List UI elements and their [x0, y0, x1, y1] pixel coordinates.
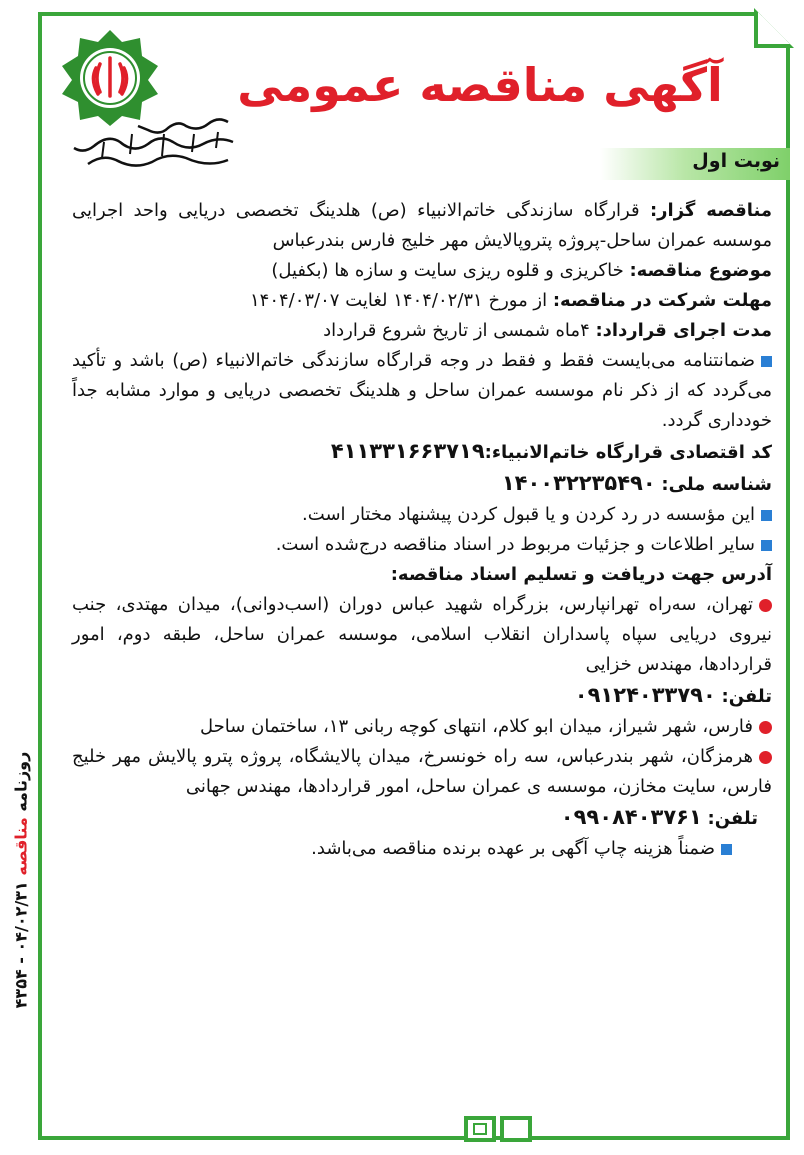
- phone-1-value: ۰۹۱۲۴۰۳۳۷۹۰: [574, 683, 716, 707]
- paper-prefix: روزنامه: [11, 751, 31, 812]
- tenderer-value: قرارگاه سازندگی خاتم‌الانبیاء (ص) هلدینگ تخصصی دریایی واحد اجرایی موسسه عمران ساحل-پروژه پتروپالایش مهر خلیج فارس بندرعباس: [72, 200, 772, 251]
- phone-2-label: تلفن:: [707, 808, 758, 829]
- blue-square-bullet-icon: [761, 510, 772, 521]
- newspaper-sidebar: [6, 700, 36, 1060]
- phone-2-value: ۰۹۹۰۸۴۰۳۷۶۱: [560, 805, 702, 829]
- economic-code-paragraph: [72, 436, 772, 468]
- red-dot-bullet-icon: [759, 599, 772, 612]
- tenderer-label: مناقصه گزار:: [649, 200, 772, 221]
- page-fold-corner: [754, 8, 794, 48]
- address-heading: آدرس جهت دریافت و تسلیم اسناد مناقصه:: [390, 564, 772, 585]
- blue-square-bullet-icon: [761, 540, 772, 551]
- national-id-paragraph: [72, 468, 772, 500]
- note-info: سایر اطلاعات و جزئیات مربوط در اسناد مناقصه درج‌شده است.: [275, 534, 755, 555]
- address-tehran-paragraph: [72, 590, 772, 680]
- newspaper-sidebar-text: [12, 752, 31, 1009]
- subject-paragraph: [72, 256, 772, 286]
- issue-info: ۰۴/۰۲/۳۱ - ۴۳۵۴: [11, 881, 31, 1009]
- note-reject-paragraph: [72, 500, 772, 530]
- national-id-label: شناسه ملی:: [661, 474, 772, 495]
- address-hormozgan-paragraph: [72, 742, 772, 802]
- duration-label: مدت اجرای قرارداد:: [595, 320, 772, 341]
- note-info-paragraph: [72, 530, 772, 560]
- phone-1-paragraph: [72, 680, 772, 712]
- deadline-label: مهلت شرکت در مناقصه:: [552, 290, 772, 311]
- tenderer-paragraph: [72, 196, 772, 256]
- subject-label: موضوع مناقصه:: [629, 260, 772, 281]
- address-hormozgan: هرمزگان، شهر بندرعباس، سه راه خونسرخ، میدان پالایشگاه، پروژه پترو پالایش مهر خلیج فارس، سایت مخازن، موسسه ی عمران ساحل، امور قراردادها، مهندس جهانی: [72, 746, 772, 797]
- phone-1-label: تلفن:: [721, 686, 772, 707]
- cost-note-paragraph: [72, 834, 772, 864]
- blue-square-bullet-icon: [761, 356, 772, 367]
- address-fars-paragraph: [72, 712, 772, 742]
- address-tehran: تهران، سه‌راه تهرانپارس، بزرگراه شهید عباس دوران (اسب‌دوانی)، میدان مهتدی، جنب نیروی دریایی سپاه پاسداران انقلاب اسلامی، موسسه عمران ساحل، طبقه دوم، امور قراردادها، مهندس خزایی: [72, 594, 772, 675]
- cost-note: ضمناً هزینه چاپ آگهی بر عهده برنده مناقصه می‌باشد.: [311, 838, 715, 859]
- deadline-paragraph: [72, 286, 772, 316]
- blue-square-bullet-icon: [721, 844, 732, 855]
- bottom-decor-squares: [464, 1116, 534, 1142]
- turn-label: نوبت اول: [692, 150, 780, 172]
- note-reject: این مؤسسه در رد کردن و یا قبول کردن پیشنهاد مختار است.: [302, 504, 755, 525]
- ad-content: [72, 196, 772, 864]
- paper-brand: مناقصه: [11, 817, 31, 876]
- guarantee-paragraph: [72, 346, 772, 436]
- duration-value: ۴ماه شمسی از تاریخ شروع قرارداد: [323, 320, 596, 341]
- economic-code-value: ۴۱۱۳۳۱۶۶۳۷۱۹: [330, 439, 485, 463]
- deadline-value: از مورخ ۱۴۰۴/۰۲/۳۱ لغایت ۱۴۰۴/۰۳/۰۷: [249, 290, 553, 311]
- khatam-signature-logo: [68, 112, 238, 176]
- turn-banner: [600, 148, 790, 180]
- phone-2-paragraph: [72, 802, 772, 834]
- guarantee-text: ضمانتنامه می‌بایست فقط و فقط در وجه قرارگاه سازندگی خاتم‌الانبیاء (ص) باشد و تأکید می‌گردد که از ذکر نام موسسه عمران ساحل و هلدینگ تخصصی دریایی و موارد مشابه جداً خودداری گردد.: [72, 350, 772, 431]
- subject-value: خاکریزی و قلوه ریزی سایت و سازه ها (بکفیل): [271, 260, 630, 281]
- duration-paragraph: [72, 316, 772, 346]
- national-id-value: ۱۴۰۰۳۲۲۳۵۴۹۰: [501, 471, 656, 495]
- address-fars: فارس، شهر شیراز، میدان ابو کلام، انتهای کوچه ربانی ۱۳، ساختمان ساحل: [200, 716, 753, 737]
- economic-code-label: کد اقتصادی قرارگاه خاتم‌الانبیاء:: [484, 442, 772, 463]
- ad-title: آگهی مناقصه عمومی: [237, 58, 723, 112]
- red-dot-bullet-icon: [759, 751, 772, 764]
- red-dot-bullet-icon: [759, 721, 772, 734]
